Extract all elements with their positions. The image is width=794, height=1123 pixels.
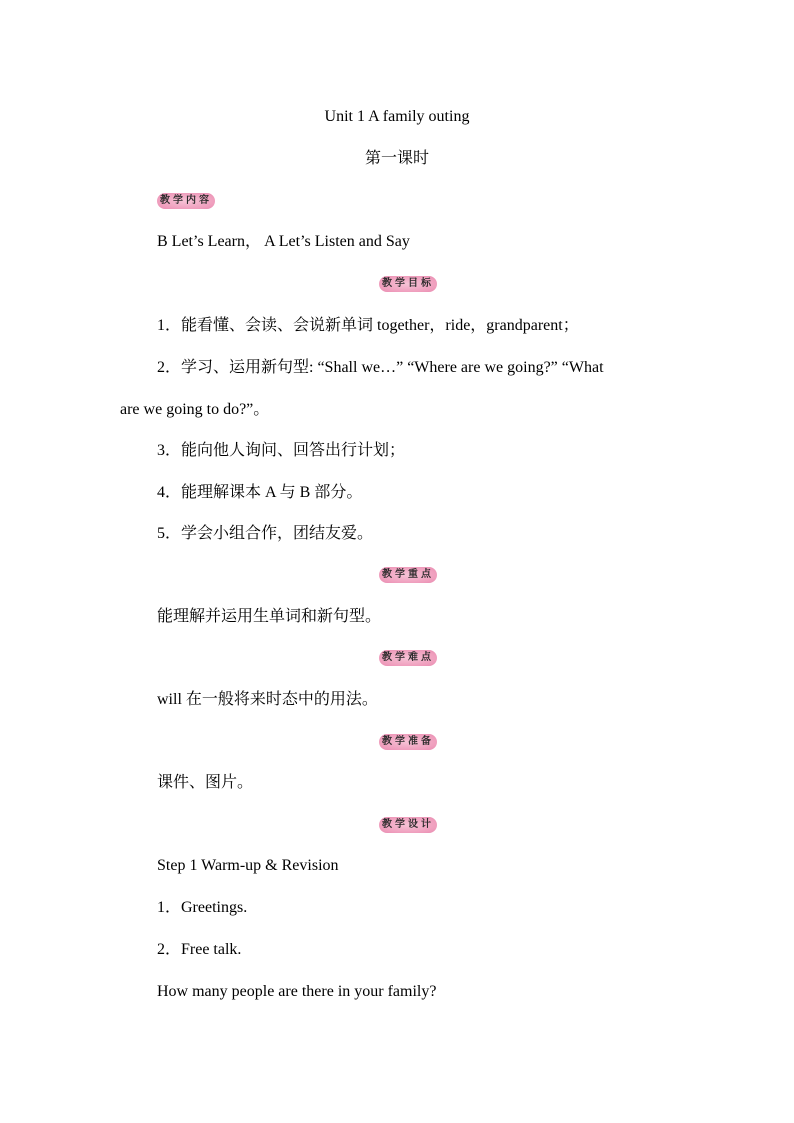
section-badge-key-points: 教学重点	[379, 567, 437, 583]
goal-line: 3．能向他人询问、回答出行计划；	[157, 442, 406, 459]
section-badge-content: 教学内容	[157, 193, 215, 209]
design-line: 2．Free talk.	[157, 941, 242, 958]
section-badge-preparation: 教学准备	[379, 734, 437, 750]
goal-line: 5．学会小组合作，团结友爱。	[157, 525, 374, 542]
design-step-heading: Step 1 Warm-up & Revision	[157, 857, 339, 874]
key-point-line: 能理解并运用生单词和新句型。	[157, 608, 382, 625]
section-badge-goals: 教学目标	[379, 276, 437, 292]
goal-line: 1．能看懂、会读、会说新单词 together，ride，grandparent；	[157, 317, 579, 334]
lesson-subtitle: 第一课时	[364, 150, 429, 167]
section-badge-difficulties: 教学难点	[379, 650, 437, 666]
goal-line: 2．学习、运用新句型: “Shall we…” “Where are we going?” “What	[157, 359, 604, 376]
design-line: 1．Greetings.	[157, 899, 248, 916]
design-line: How many people are there in your family?	[157, 983, 437, 1000]
page-title: Unit 1 A family outing	[324, 108, 470, 125]
section-badge-design: 教学设计	[379, 817, 437, 833]
content-line: B Let’s Learn， A Let’s Listen and Say	[157, 233, 410, 250]
preparation-line: 课件、图片。	[157, 774, 254, 791]
difficulty-line: will 在一般将来时态中的用法。	[157, 691, 378, 708]
goal-line: 4．能理解课本 A 与 B 部分。	[157, 484, 363, 501]
goal-line-continuation: are we going to do?”。	[120, 401, 270, 418]
